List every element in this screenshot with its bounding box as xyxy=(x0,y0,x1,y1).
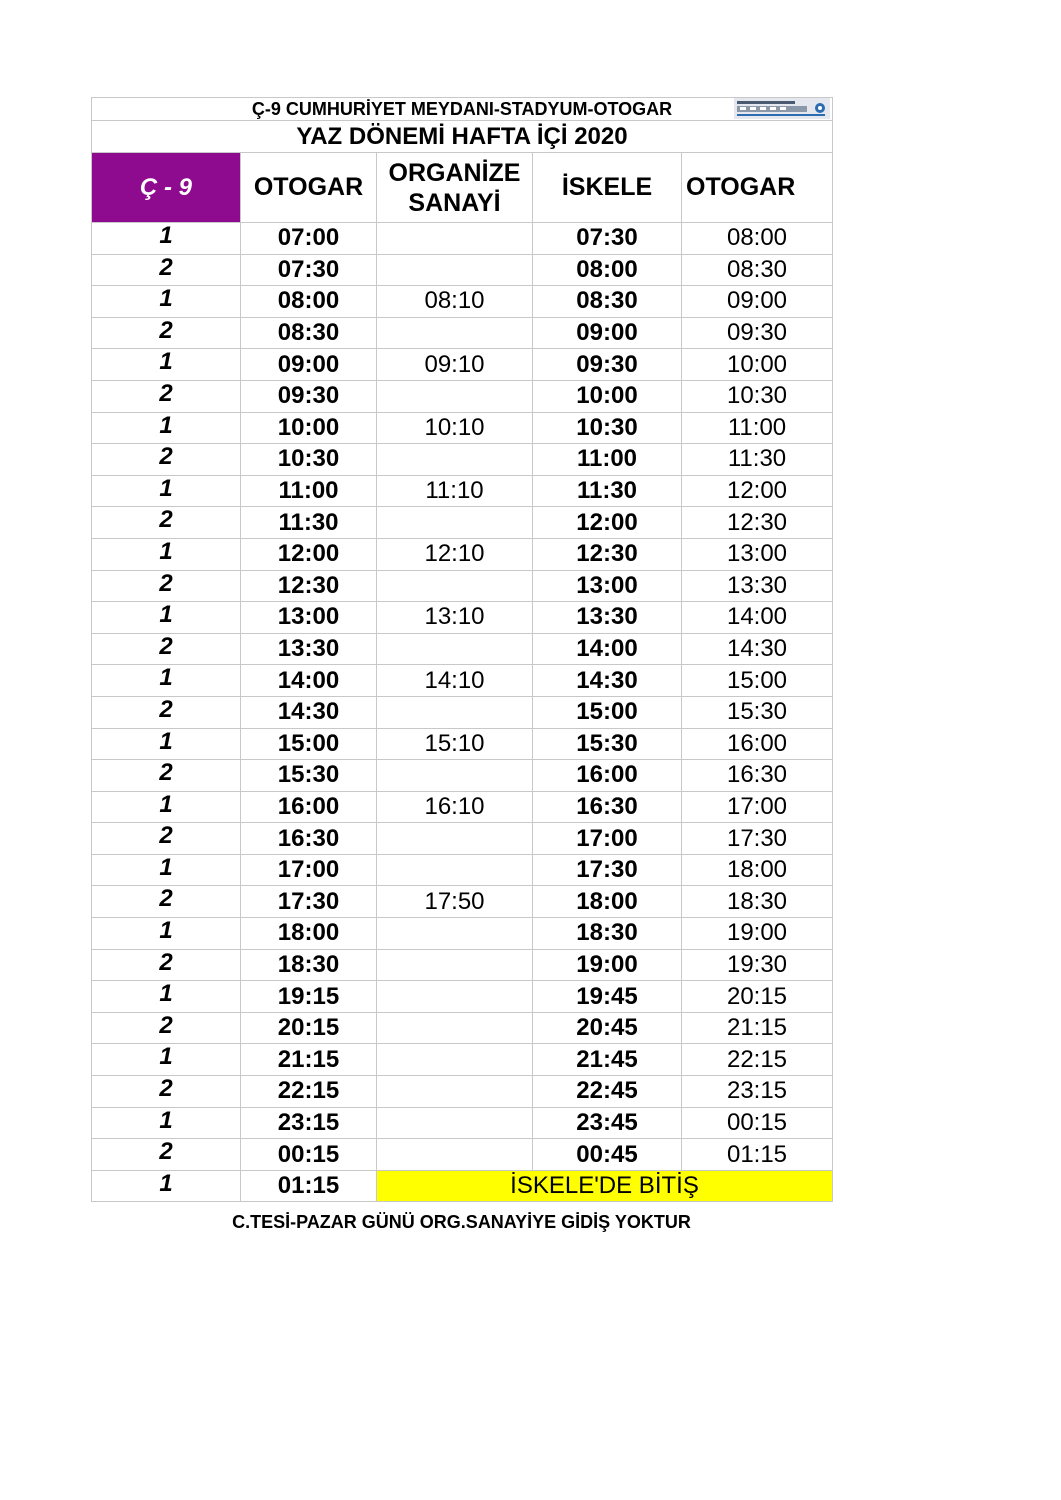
trip-bus-number: 2 xyxy=(92,570,241,602)
trip-otogar-return-time: 22:15 xyxy=(682,1044,833,1076)
trip-organize-sanayi-time xyxy=(377,1076,533,1108)
trip-otogar-time: 15:30 xyxy=(241,760,377,792)
table-row xyxy=(92,444,833,476)
trip-otogar-time: 00:15 xyxy=(241,1139,377,1171)
trip-otogar-time: 18:00 xyxy=(241,918,377,950)
trip-otogar-time: 09:00 xyxy=(241,349,377,381)
trip-otogar-return-time: 12:00 xyxy=(682,475,833,507)
trip-otogar-time: 08:30 xyxy=(241,317,377,349)
end-at-iskele-note: İSKELE'DE BİTİŞ xyxy=(377,1170,833,1202)
trip-bus-number: 1 xyxy=(92,349,241,381)
trip-organize-sanayi-time: 17:50 xyxy=(377,886,533,918)
trip-bus-number: 1 xyxy=(92,791,241,823)
table-row xyxy=(92,1076,833,1108)
table-row xyxy=(92,223,833,255)
trip-organize-sanayi-time: 16:10 xyxy=(377,791,533,823)
trip-otogar-time: 15:00 xyxy=(241,728,377,760)
trip-bus-number: 1 xyxy=(92,538,241,570)
season-title-row xyxy=(92,121,833,153)
trip-bus-number: 1 xyxy=(92,1044,241,1076)
table-row xyxy=(92,570,833,602)
trip-organize-sanayi-time: 11:10 xyxy=(377,475,533,507)
trip-bus-number: 2 xyxy=(92,1012,241,1044)
trip-bus-number: 1 xyxy=(92,475,241,507)
trip-otogar-return-time: 12:30 xyxy=(682,507,833,539)
trip-organize-sanayi-time: 08:10 xyxy=(377,286,533,318)
trip-otogar-return-time: 13:00 xyxy=(682,538,833,570)
table-row xyxy=(92,538,833,570)
table-row xyxy=(92,412,833,444)
timetable-sheet xyxy=(91,97,832,1202)
trip-bus-number: 1 xyxy=(92,1170,241,1202)
route-code-header: Ç - 9 xyxy=(92,153,241,223)
trip-otogar-return-time: 08:00 xyxy=(682,223,833,255)
trip-otogar-return-time: 15:30 xyxy=(682,696,833,728)
trip-otogar-time: 18:30 xyxy=(241,949,377,981)
trip-iskele-time: 22:45 xyxy=(533,1076,682,1108)
trip-otogar-time: 12:00 xyxy=(241,538,377,570)
table-row xyxy=(92,791,833,823)
trip-organize-sanayi-time: 10:10 xyxy=(377,412,533,444)
trip-iskele-time: 09:30 xyxy=(533,349,682,381)
trip-iskele-time: 20:45 xyxy=(533,1012,682,1044)
trip-bus-number: 1 xyxy=(92,854,241,886)
table-row xyxy=(92,286,833,318)
trip-bus-number: 2 xyxy=(92,1139,241,1171)
table-row xyxy=(92,380,833,412)
trip-iskele-time: 12:00 xyxy=(533,507,682,539)
trip-iskele-time: 17:30 xyxy=(533,854,682,886)
route-title-cell xyxy=(92,98,833,121)
trip-otogar-time: 12:30 xyxy=(241,570,377,602)
trip-otogar-return-time: 16:00 xyxy=(682,728,833,760)
trip-iskele-time: 19:45 xyxy=(533,981,682,1013)
trip-otogar-return-time: 18:00 xyxy=(682,854,833,886)
trip-organize-sanayi-time xyxy=(377,380,533,412)
trip-iskele-time: 18:00 xyxy=(533,886,682,918)
table-row xyxy=(92,918,833,950)
trip-organize-sanayi-time: 15:10 xyxy=(377,728,533,760)
trip-otogar-time: 16:00 xyxy=(241,791,377,823)
trip-bus-number: 2 xyxy=(92,886,241,918)
trip-otogar-return-time: 09:00 xyxy=(682,286,833,318)
trip-otogar-time: 22:15 xyxy=(241,1076,377,1108)
trip-otogar-time: 14:00 xyxy=(241,665,377,697)
trip-bus-number: 1 xyxy=(92,981,241,1013)
table-row xyxy=(92,475,833,507)
trip-otogar-time: 11:00 xyxy=(241,475,377,507)
table-row xyxy=(92,507,833,539)
table-row xyxy=(92,886,833,918)
trip-iskele-time: 16:00 xyxy=(533,760,682,792)
trip-otogar-time: 01:15 xyxy=(241,1170,377,1202)
table-row xyxy=(92,633,833,665)
trip-organize-sanayi-time xyxy=(377,1139,533,1171)
otogar-header: OTOGAR xyxy=(241,153,377,223)
trip-iskele-time: 11:30 xyxy=(533,475,682,507)
trip-otogar-time: 13:30 xyxy=(241,633,377,665)
trip-otogar-time: 07:30 xyxy=(241,254,377,286)
trip-organize-sanayi-time xyxy=(377,223,533,255)
trip-iskele-time: 09:00 xyxy=(533,317,682,349)
table-row xyxy=(92,254,833,286)
trip-bus-number: 2 xyxy=(92,317,241,349)
trip-organize-sanayi-time: 14:10 xyxy=(377,665,533,697)
footer-note: C.TESİ-PAZAR GÜNÜ ORG.SANAYİYE GİDİŞ YOKTUR xyxy=(232,1212,691,1232)
trip-iskele-time: 23:45 xyxy=(533,1107,682,1139)
trip-organize-sanayi-time xyxy=(377,854,533,886)
trip-iskele-time: 18:30 xyxy=(533,918,682,950)
table-row xyxy=(92,1044,833,1076)
trip-iskele-time: 13:30 xyxy=(533,602,682,634)
trip-bus-number: 2 xyxy=(92,633,241,665)
trip-otogar-time: 09:30 xyxy=(241,380,377,412)
trip-otogar-time: 19:15 xyxy=(241,981,377,1013)
trip-iskele-time: 14:00 xyxy=(533,633,682,665)
table-row xyxy=(92,317,833,349)
schedule-rows xyxy=(92,223,833,1171)
trip-bus-number: 2 xyxy=(92,696,241,728)
trip-iskele-time: 15:00 xyxy=(533,696,682,728)
organize-sanayi-header-line2: SANAYİ xyxy=(408,188,501,217)
table-row xyxy=(92,981,833,1013)
trip-bus-number: 1 xyxy=(92,728,241,760)
trip-bus-number: 1 xyxy=(92,1107,241,1139)
trip-organize-sanayi-time xyxy=(377,918,533,950)
trip-iskele-time: 16:30 xyxy=(533,791,682,823)
table-row xyxy=(92,760,833,792)
trip-otogar-return-time: 17:00 xyxy=(682,791,833,823)
trip-bus-number: 2 xyxy=(92,823,241,855)
trip-iskele-time: 07:30 xyxy=(533,223,682,255)
trip-organize-sanayi-time xyxy=(377,823,533,855)
route-title: Ç-9 CUMHURİYET MEYDANI-STADYUM-OTOGAR xyxy=(251,98,673,119)
trip-organize-sanayi-time xyxy=(377,1044,533,1076)
trip-bus-number: 2 xyxy=(92,380,241,412)
header-row xyxy=(92,153,833,223)
trip-iskele-time: 13:00 xyxy=(533,570,682,602)
trip-otogar-return-time: 19:00 xyxy=(682,918,833,950)
trip-otogar-time: 10:00 xyxy=(241,412,377,444)
trip-iskele-time: 10:30 xyxy=(533,412,682,444)
trip-bus-number: 2 xyxy=(92,1076,241,1108)
table-row xyxy=(92,602,833,634)
trip-iskele-time: 15:30 xyxy=(533,728,682,760)
trip-otogar-time: 21:15 xyxy=(241,1044,377,1076)
trip-organize-sanayi-time: 09:10 xyxy=(377,349,533,381)
trip-otogar-time: 14:30 xyxy=(241,696,377,728)
trip-organize-sanayi-time xyxy=(377,254,533,286)
trip-otogar-time: 17:00 xyxy=(241,854,377,886)
trip-organize-sanayi-time: 13:10 xyxy=(377,602,533,634)
trip-otogar-return-time: 18:30 xyxy=(682,886,833,918)
timetable xyxy=(91,97,833,1202)
trip-organize-sanayi-time xyxy=(377,696,533,728)
trip-otogar-return-time: 10:30 xyxy=(682,380,833,412)
trip-organize-sanayi-time xyxy=(377,444,533,476)
trip-iskele-time: 00:45 xyxy=(533,1139,682,1171)
trip-otogar-time: 13:00 xyxy=(241,602,377,634)
trip-iskele-time: 08:00 xyxy=(533,254,682,286)
trip-bus-number: 1 xyxy=(92,412,241,444)
trip-otogar-time: 16:30 xyxy=(241,823,377,855)
trip-otogar-return-time: 11:30 xyxy=(682,444,833,476)
table-row xyxy=(92,823,833,855)
trip-otogar-return-time: 23:15 xyxy=(682,1076,833,1108)
table-row xyxy=(92,1012,833,1044)
trip-iskele-time: 12:30 xyxy=(533,538,682,570)
trip-organize-sanayi-time xyxy=(377,981,533,1013)
trip-organize-sanayi-time xyxy=(377,570,533,602)
trip-bus-number: 1 xyxy=(92,918,241,950)
trip-bus-number: 1 xyxy=(92,665,241,697)
trip-bus-number: 2 xyxy=(92,444,241,476)
trip-bus-number: 2 xyxy=(92,760,241,792)
trip-organize-sanayi-time: 12:10 xyxy=(377,538,533,570)
trip-bus-number: 2 xyxy=(92,254,241,286)
trip-otogar-return-time: 08:30 xyxy=(682,254,833,286)
municipality-bus-logo-icon xyxy=(734,98,830,119)
trip-otogar-return-time: 13:30 xyxy=(682,570,833,602)
table-row xyxy=(92,1139,833,1171)
trip-otogar-return-time: 16:30 xyxy=(682,760,833,792)
trip-otogar-time: 11:30 xyxy=(241,507,377,539)
iskele-header: İSKELE xyxy=(533,153,682,223)
trip-bus-number: 2 xyxy=(92,507,241,539)
trip-otogar-time: 10:30 xyxy=(241,444,377,476)
trip-otogar-return-time: 19:30 xyxy=(682,949,833,981)
otogar-return-header: OTOGAR xyxy=(682,153,833,223)
trip-otogar-return-time: 14:30 xyxy=(682,633,833,665)
trip-iskele-time: 11:00 xyxy=(533,444,682,476)
trip-organize-sanayi-time xyxy=(377,317,533,349)
trip-otogar-time: 23:15 xyxy=(241,1107,377,1139)
trip-organize-sanayi-time xyxy=(377,1107,533,1139)
trip-iskele-time: 17:00 xyxy=(533,823,682,855)
trip-organize-sanayi-time xyxy=(377,760,533,792)
table-row xyxy=(92,349,833,381)
trip-organize-sanayi-time xyxy=(377,1012,533,1044)
trip-bus-number: 1 xyxy=(92,223,241,255)
trip-otogar-return-time: 20:15 xyxy=(682,981,833,1013)
table-row xyxy=(92,1107,833,1139)
trip-otogar-return-time: 15:00 xyxy=(682,665,833,697)
trip-bus-number: 1 xyxy=(92,602,241,634)
trip-otogar-return-time: 09:30 xyxy=(682,317,833,349)
trip-organize-sanayi-time xyxy=(377,633,533,665)
trip-otogar-return-time: 17:30 xyxy=(682,823,833,855)
last-row-group xyxy=(92,1170,833,1202)
trip-otogar-time: 20:15 xyxy=(241,1012,377,1044)
table-row xyxy=(92,728,833,760)
last-trip-row xyxy=(92,1170,833,1202)
trip-iskele-time: 10:00 xyxy=(533,380,682,412)
trip-otogar-return-time: 00:15 xyxy=(682,1107,833,1139)
table-row xyxy=(92,949,833,981)
trip-organize-sanayi-time xyxy=(377,949,533,981)
trip-iskele-time: 14:30 xyxy=(533,665,682,697)
trip-otogar-return-time: 01:15 xyxy=(682,1139,833,1171)
route-title-row xyxy=(92,98,833,121)
trip-otogar-return-time: 14:00 xyxy=(682,602,833,634)
trip-otogar-time: 17:30 xyxy=(241,886,377,918)
trip-bus-number: 1 xyxy=(92,286,241,318)
table-row xyxy=(92,854,833,886)
season-title: YAZ DÖNEMİ HAFTA İÇİ 2020 xyxy=(92,121,833,153)
trip-iskele-time: 08:30 xyxy=(533,286,682,318)
organize-sanayi-header xyxy=(377,153,533,223)
organize-sanayi-header-line1: ORGANİZE xyxy=(388,158,521,187)
trip-iskele-time: 21:45 xyxy=(533,1044,682,1076)
trip-iskele-time: 19:00 xyxy=(533,949,682,981)
trip-otogar-return-time: 11:00 xyxy=(682,412,833,444)
trip-otogar-time: 08:00 xyxy=(241,286,377,318)
trip-bus-number: 2 xyxy=(92,949,241,981)
trip-otogar-time: 07:00 xyxy=(241,223,377,255)
trip-otogar-return-time: 21:15 xyxy=(682,1012,833,1044)
trip-otogar-return-time: 10:00 xyxy=(682,349,833,381)
table-row xyxy=(92,665,833,697)
table-row xyxy=(92,696,833,728)
trip-organize-sanayi-time xyxy=(377,507,533,539)
